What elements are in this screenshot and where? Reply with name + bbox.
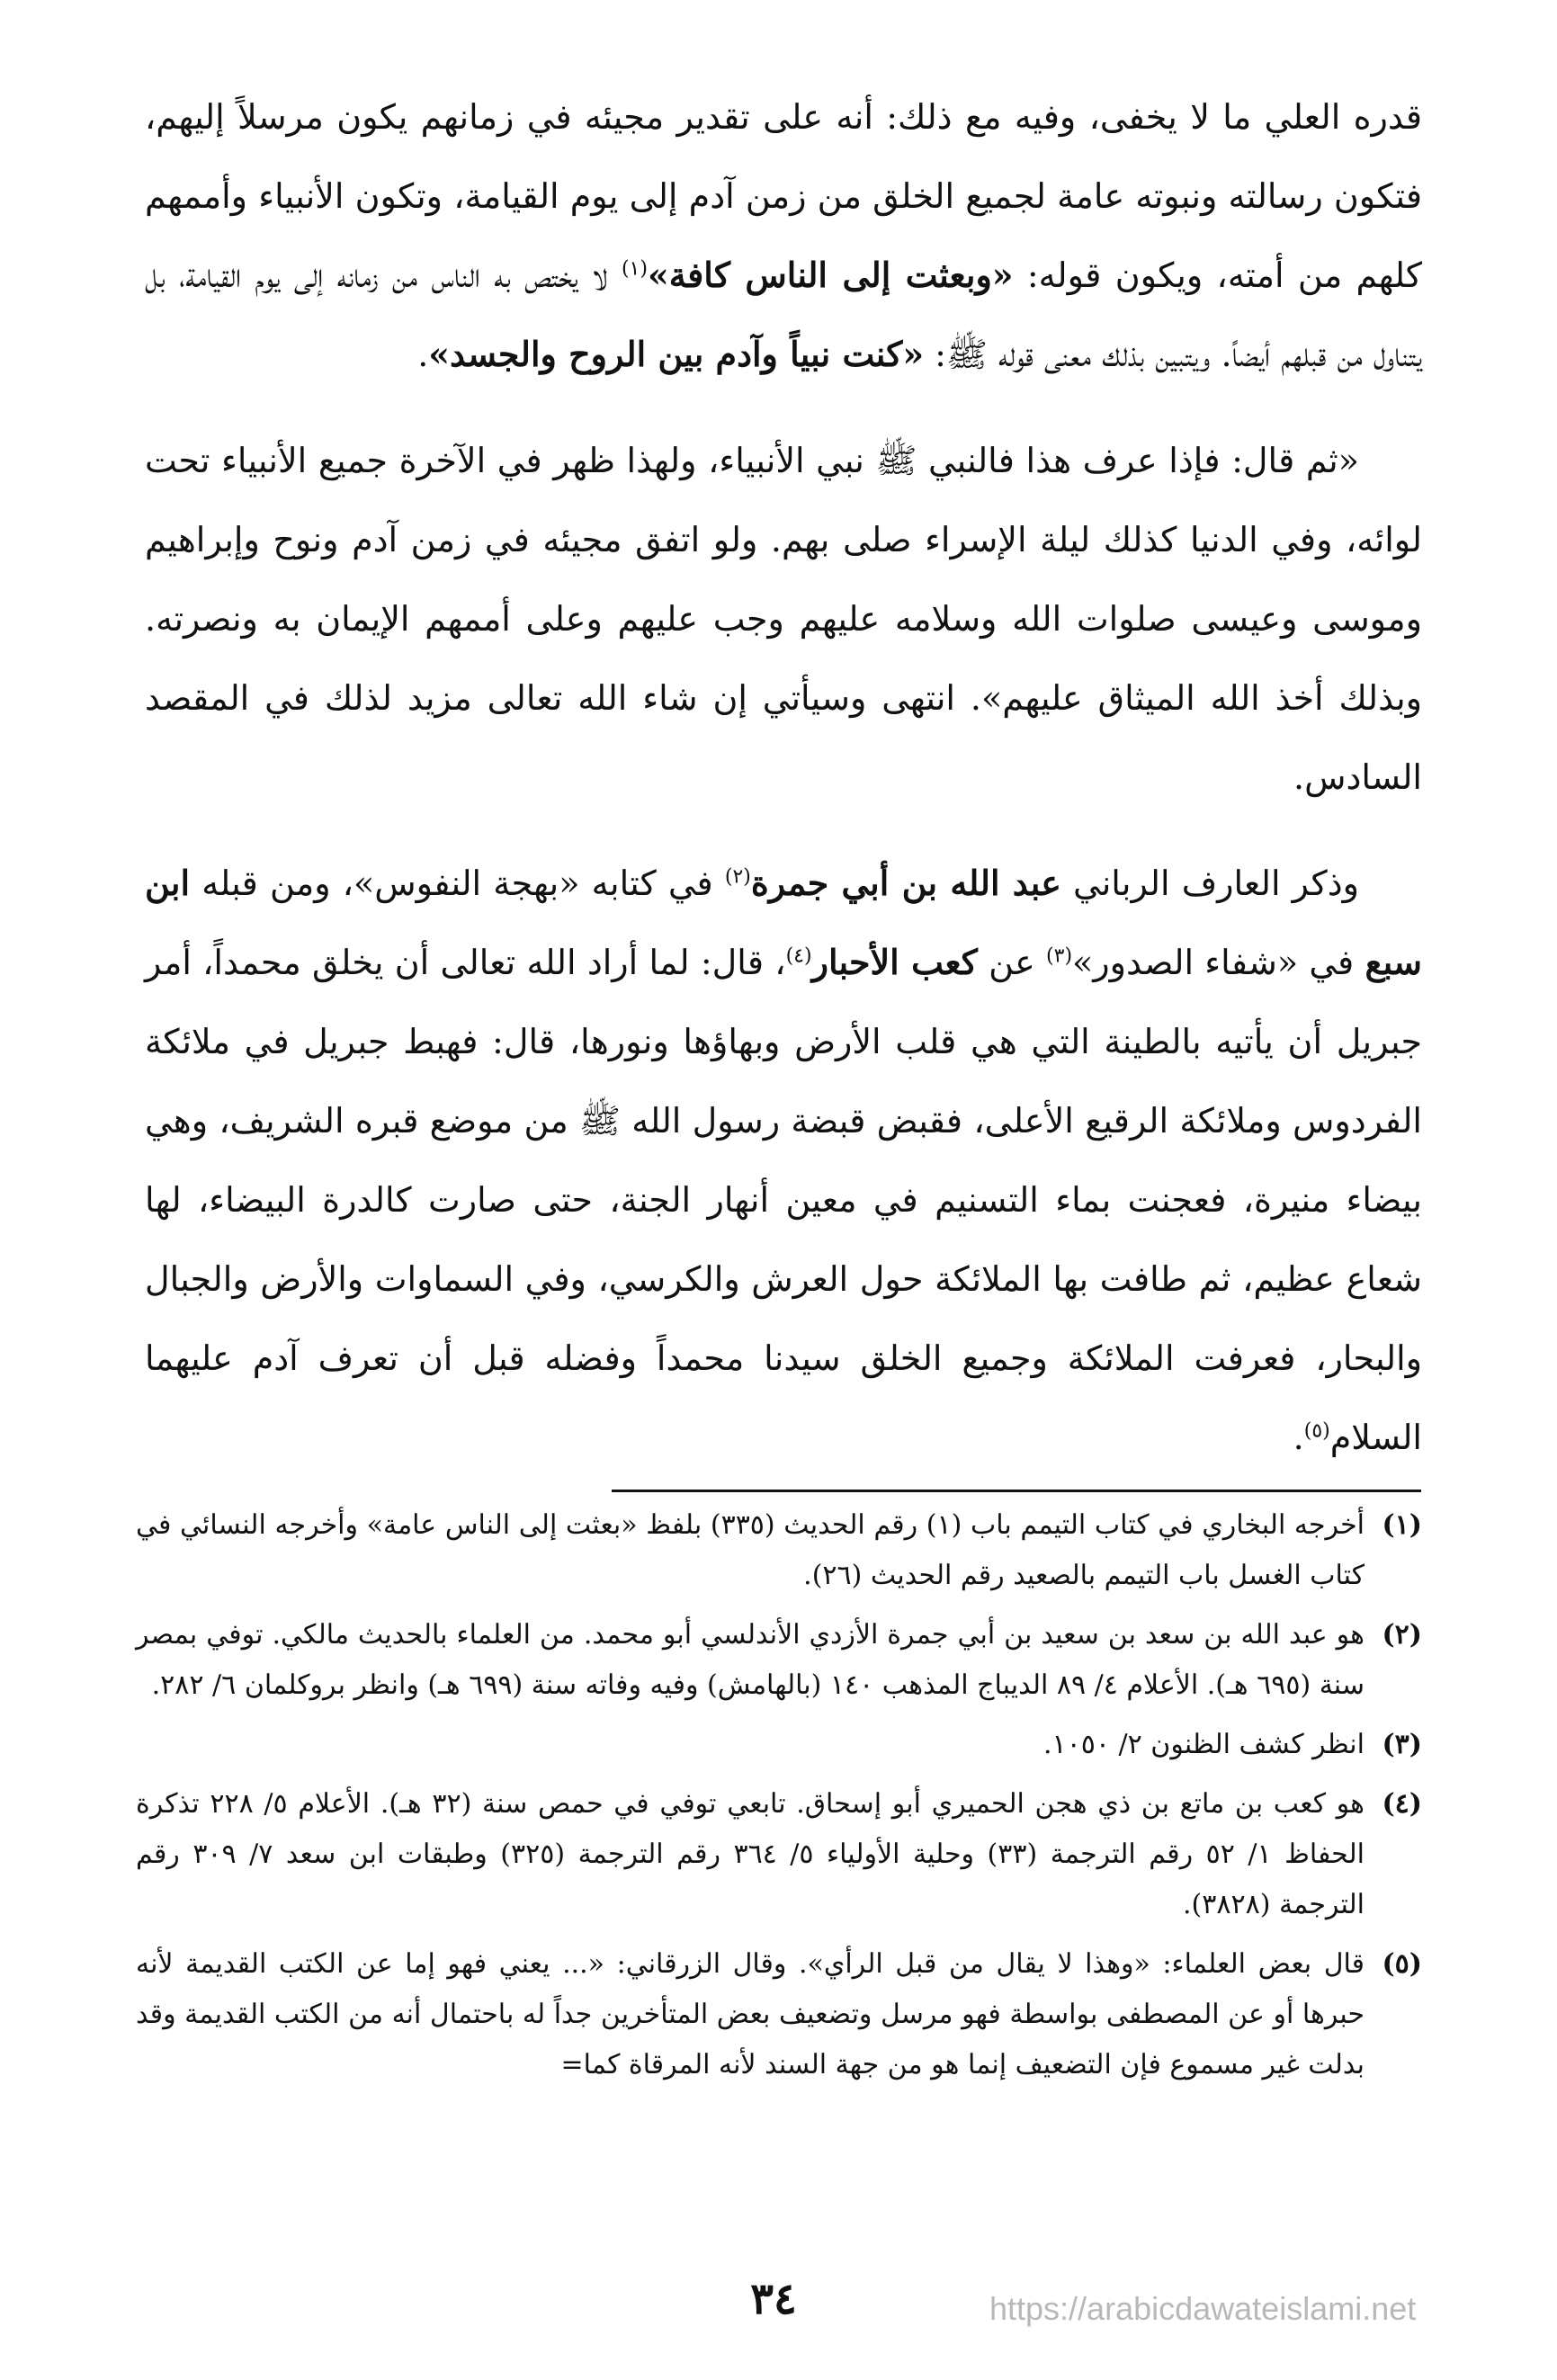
text-run: ، قال: لما أراد الله تعالى أن يخلق محمداً، أمر جبريل أن يأتيه بالطينة التي هي قلب الأرض وبهاؤها ونورها، قال: فهبط جبريل في ملائكة الفردوس وملائكة الرقيع الأعلى، فقبض قبضة رسول الله ﷺ من موضع قبره الشريف، وهي بيضاء منيرة، فعجنت بماء التسنيم في معين أنهار الجنة، حتى صارت كالدرة البيضاء، لها شعاع عظيم، ثم طافت بها الملائكة حول العرش والكرسي، وفي السماوات والأرض والجبال والبحار، فعرفت الملائكة وجميع الخلق سيدنا محمداً وفضله قبل أن تعرف آدم عليهما السلام bbox=[145, 943, 1422, 1457]
footnote-text: هو كعب بن ماتع بن ذي هجن الحميري أبو إسحاق. تابعي توفي في حمص سنة (٣٢ هـ). الأعلام ٥/ ٢٢٨ تذكرة الحفاظ ١/ ٥٢ رقم الترجمة (٣٣) وحلية الأولياء ٥/ ٣٦٤ رقم الترجمة (٣٢٥) وطبقات ابن سعد ٧/ ٣٠٩ رقم الترجمة (٣٨٢٨). bbox=[136, 1788, 1365, 1920]
footnote-number: (٥) bbox=[1382, 1948, 1422, 1980]
footnote-1 bbox=[136, 1500, 1422, 1601]
footnote-ref-4[interactable]: (٤) bbox=[785, 944, 812, 968]
person-name: ابن سبع bbox=[145, 863, 1422, 982]
footnote-ref-3[interactable]: (٣) bbox=[1046, 944, 1073, 968]
footnote-4 bbox=[136, 1779, 1422, 1930]
footnote-number: (٣) bbox=[1382, 1729, 1422, 1760]
footnote-ref-2[interactable]: (٢) bbox=[724, 865, 751, 889]
text-run: . bbox=[1293, 1418, 1304, 1457]
footnote-number: (٤) bbox=[1382, 1788, 1422, 1820]
text-run: . bbox=[417, 335, 429, 374]
text-run: عن bbox=[977, 943, 1047, 982]
hadith-quote: «وبعثت إلى الناس كافة» bbox=[647, 255, 1014, 295]
page-number: ٣٤ bbox=[750, 2274, 797, 2324]
person-name: كعب الأحبار bbox=[811, 942, 978, 982]
text-run: قدره العلي ما لا يخفى، وفيه مع ذلك: أنه على تقدير مجيئه في زمانهم يكون مرسلاً إليهم، فتكون رسالته ونبوته عامة لجميع الخلق من زمن آدم إلى يوم القيامة، وتكون الأنبياء وأممهم كلهم من أمته، ويكون قوله: bbox=[145, 97, 1422, 295]
hadith-quote: «كنت نبياً وآدم بين الروح والجسد» bbox=[428, 334, 925, 374]
paragraph-3 bbox=[145, 844, 1422, 1477]
watermark-url[interactable]: https://arabicdawateislami.net bbox=[989, 2290, 1417, 2327]
text-run: لا يختص به الناس من زمانه إلى يوم القيامة، بل يتناول من قبلهم أيضاً. ويتبين بذلك معنى قوله ﷺ: bbox=[145, 255, 1422, 374]
footnotes bbox=[136, 1500, 1422, 2099]
footnote-text: أخرجه البخاري في كتاب التيمم باب (١) رقم الحديث (٣٣٥) بلفظ «بعثت إلى الناس عامة» وأخرجه النسائي في كتاب الغسل باب التيمم بالصعيد رقم الحديث (٢٦). bbox=[136, 1509, 1365, 1591]
footnote-5 bbox=[136, 1939, 1422, 2090]
footnote-number: (٢) bbox=[1382, 1619, 1422, 1651]
footnote-number: (١) bbox=[1382, 1509, 1422, 1541]
footnote-text: هو عبد الله بن سعد بن سعيد بن أبي جمرة الأزدي الأندلسي أبو محمد. من العلماء بالحديث مالكي. توفي بمصر سنة (٦٩٥ هـ). الأعلام ٤/ ٨٩ الديباج المذهب ١٤٠ (بالهامش) وفيه وفاته سنة (٦٩٩ هـ) وانظر بروكلمان ٦/ ٢٨٢. bbox=[136, 1619, 1365, 1701]
paragraph-2: «ثم قال: فإذا عرف هذا فالنبي ﷺ نبي الأنبياء، ولهذا ظهر في الآخرة جميع الأنبياء تحت لوائه، وفي الدنيا كذلك ليلة الإسراء صلى بهم. ولو اتفق مجيئه في زمن آدم ونوح وإبراهيم وموسى وعيسى صلوات الله وسلامه عليهم وجب عليهم وعلى أممهم الإيمان به ونصرته. وبذلك أخذ الله الميثاق عليهم». انتهى وسيأتي إن شاء الله تعالى مزيد لذلك في المقصد السادس. bbox=[145, 441, 1422, 797]
footnote-ref-5[interactable]: (٥) bbox=[1303, 1419, 1330, 1443]
text-run: في كتابه «بهجة النفوس»، ومن قبله bbox=[190, 863, 725, 903]
person-name: عبد الله بن أبي جمرة bbox=[750, 863, 1061, 903]
footnote-2 bbox=[136, 1610, 1422, 1711]
footnote-divider bbox=[612, 1490, 1421, 1492]
text-run: وذكر العارف الرباني bbox=[1060, 863, 1359, 903]
main-text bbox=[145, 77, 1422, 1504]
footnote-text: انظر كشف الظنون ٢/ ١٠٥٠. bbox=[1042, 1729, 1365, 1760]
footnote-ref-1[interactable]: (١) bbox=[621, 257, 648, 281]
footnote-text: قال بعض العلماء: «وهذا لا يقال من قبل الرأي». وقال الزرقاني: «... يعني فهو إما عن الكتب القديمة لأنه حبرها أو عن المصطفى بواسطة فهو مرسل وتضعيف بعض المتأخرين جداً له باحتمال أنه من الكتب القديمة وقد بدلت غير مسموع فإن التضعيف إنما هو من جهة السند لأنه المرقاة كما= bbox=[136, 1948, 1365, 2080]
paragraph-1 bbox=[145, 77, 1422, 394]
text-run: في «شفاء الصدور» bbox=[1072, 943, 1365, 982]
footnote-3 bbox=[136, 1720, 1422, 1770]
